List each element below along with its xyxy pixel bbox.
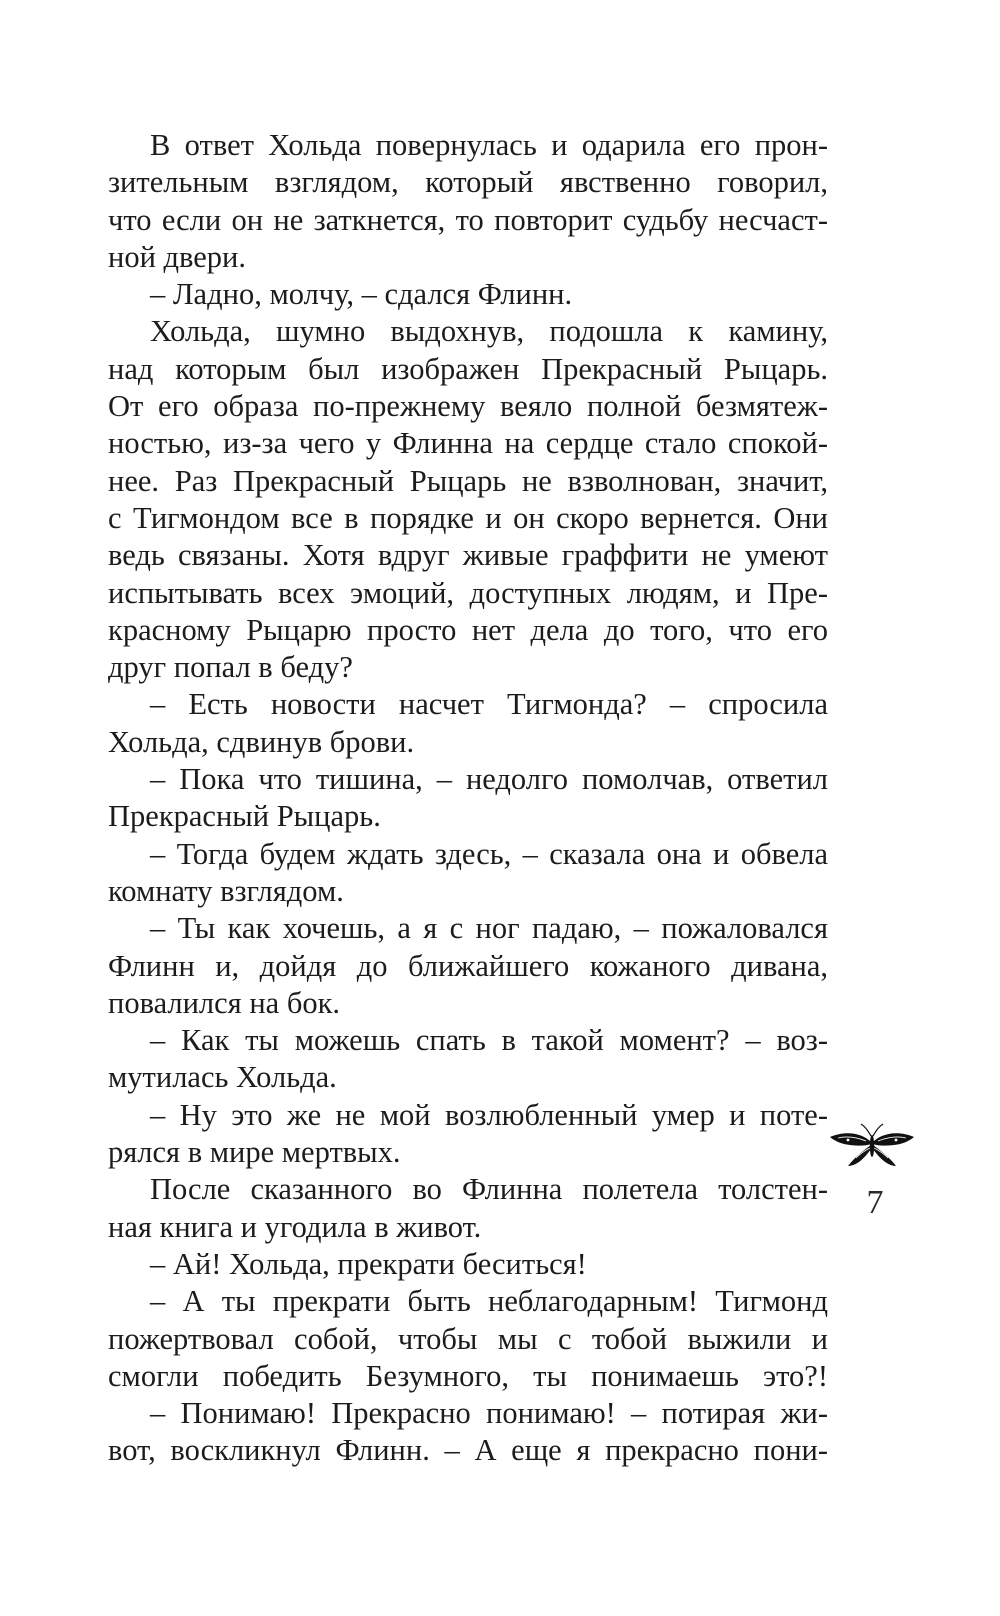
text-line: В ответ Хольда повернулась и одарила его прон- [150, 128, 828, 162]
text-line: – Ай! Хольда, прекрати беситься! [150, 1246, 587, 1281]
text-line: над которым был изображен Прекрасный Рыцарь. [108, 351, 828, 386]
text-line: – Понимаю! Прекрасно понимаю! – потирая жи- [150, 1396, 828, 1431]
text-line: с Тигмондом все в порядке и он скоро вернется. Они [108, 500, 828, 535]
text-line: – Ты как хочешь, а я с ног падаю, – пожаловался [150, 911, 828, 946]
text-line: После сказанного во Флинна полетела толстен- [150, 1172, 828, 1207]
text-line: пожертвовал собой, чтобы мы с тобой выжили и [108, 1321, 828, 1356]
text-line: зительным взглядом, который явственно говорил, [108, 165, 828, 200]
text-line: Хольда, шумно выдохнув, подошла к камину, [150, 314, 828, 349]
text-line: смогли победить Безумного, ты понимаешь это?! [108, 1358, 828, 1393]
text-line: ведь связаны. Хотя вдруг живые граффити не умеют [108, 538, 828, 573]
text-line: Флинн и, дойдя до ближайшего кожаного дивана, [108, 948, 828, 983]
text-line: вот, воскликнул Флинн. – А еще я прекрасно пони- [108, 1433, 828, 1468]
text-line: От его образа по-прежнему веяло полной безмятеж- [108, 389, 828, 424]
text-line: комнату взглядом. [108, 873, 344, 908]
text-line: – Тогда будем ждать здесь, – сказала она и обвела [150, 836, 828, 871]
text-line: ностью, из-за чего у Флинна на сердце стало спокой- [108, 426, 828, 461]
text-line: Прекрасный Рыцарь. [108, 799, 381, 834]
text-line: – Ладно, молчу, – сдался Флинн. [150, 277, 573, 312]
text-line: – Есть новости насчет Тигмонда? – спросила [150, 687, 828, 722]
text-line: – Пока что тишина, – недолго помолчав, ответил [150, 762, 828, 797]
text-line: красному Рыцарю просто нет дела до того, что его [108, 612, 828, 647]
text-line: испытывать всех эмоций, доступных людям, и Пре- [108, 575, 828, 610]
text-line: мутилась Хольда. [108, 1060, 337, 1095]
text-line: друг попал в беду? [108, 650, 353, 685]
text-line: повалился на бок. [108, 985, 341, 1020]
page-number: 7 [866, 1184, 884, 1221]
text-line: ная книга и угодила в живот. [108, 1209, 482, 1244]
butterfly-icon [826, 1122, 918, 1174]
text-line: что если он не заткнется, то повторит судьбу несчаст- [108, 202, 828, 237]
text-line: – А ты прекрати быть неблагодарным! Тигмонд [150, 1284, 828, 1319]
text-line: рялся в мире мертвых. [108, 1135, 401, 1170]
body-text [108, 127, 828, 1470]
text-line: нее. Раз Прекрасный Рыцарь не взволнован, значит, [108, 463, 828, 498]
text-line: – Как ты можешь спать в такой момент? – воз- [150, 1023, 828, 1058]
text-line: ной двери. [108, 239, 246, 274]
text-line: – Ну это же не мой возлюбленный умер и поте- [150, 1097, 828, 1132]
text-line: Хольда, сдвинув брови. [108, 724, 415, 759]
